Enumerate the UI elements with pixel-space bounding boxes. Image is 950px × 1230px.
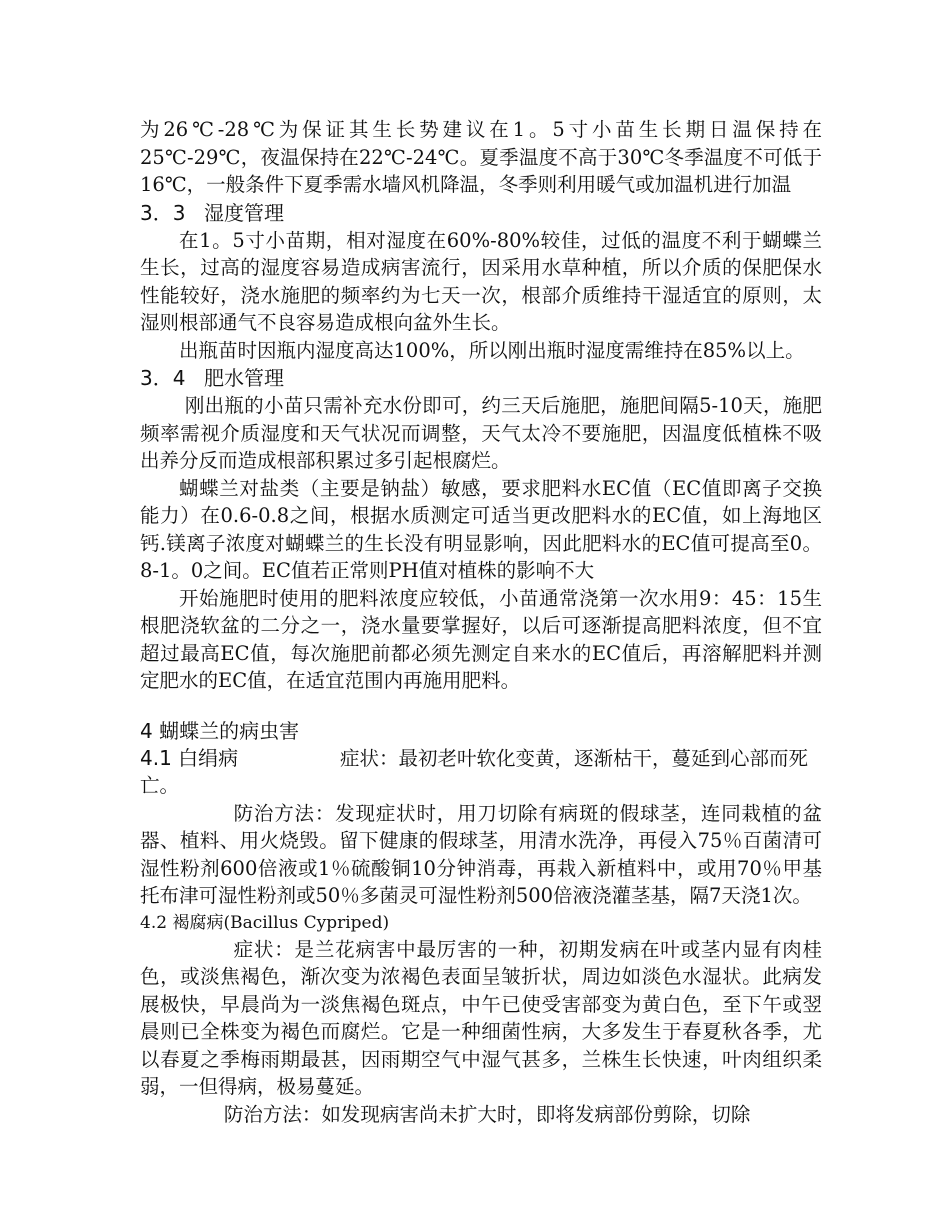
section-4-1-control: 防治方法：发现症状时，用刀切除有病斑的假球茎，连同栽植的盆器、植料、用火烧毁。留下健康的假球茎，用清水洗净，再侵入75％百菌清可湿性粉剂600倍液或1％硫酸铜10分钟消毒，再栽入新植料中，或用70％甲基托布津可湿性粉剂或50％多菌灵可湿性粉剂500倍液浇灌茎基，隔7天浇1次。 [140,801,822,907]
section-4-1-heading: 4.1 白绢病 [140,745,239,770]
section-title: 湿度管理 [204,200,284,225]
section-4-2-heading: 4.2 褐腐病(Bacillus Cypriped) [140,912,390,933]
section-4-2-symptom: 症状：是兰花病害中最厉害的一种，初期发病在叶或茎内显有肉桂色，或淡焦褐色，渐次变为浓褐色表面呈皱折状，周边如淡色水湿状。此病发展极快，早晨尚为一淡焦褐色斑点，中午已使受害部变为黄白色，至下午或翌晨则已全株变为褐色而腐烂。它是一种细菌性病，大多发生于春夏秋各季，尤以春夏之季梅雨期最甚，因雨期空气中湿气甚多，兰株生长快速，叶肉组织柔弱，一但得病，极易蔓延。 [140,937,822,1098]
section-4-1-block [140,745,822,800]
humidity-paragraph-2: 出瓶苗时因瓶内湿度高达100%，所以刚出瓶时湿度需维持在85%以上。 [179,338,805,362]
humidity-paragraph-1: 在1。5寸小苗期，相对湿度在60%-80%较佳，过低的温度不利于蝴蝶兰生长，过高的湿度容易造成病害流行，因采用水草种植，所以介质的保肥保水性能较好，浇水施肥的频率约为七天一次，根部介质维持干湿适宜的原则，太湿则根部通气不良容易造成根向盆外生长。 [140,228,822,334]
fertilizer-paragraph-3: 开始施肥时使用的肥料浓度应较低，小苗通常浇第一次水用9：45：15生根肥浇软盆的二分之一，浇水量要掌握好，以后可逐渐提高肥料浓度，但不宜超过最高EC值，每次施肥前都必须先测定自来水的EC值后，再溶解肥料并测定肥水的EC值，在适宜范围内再施用肥料。 [140,586,822,692]
section-4-heading: 4 蝴蝶兰的病虫害 [140,718,300,743]
fertilizer-paragraph-2: 蝴蝶兰对盐类（主要是钠盐）敏感，要求肥料水EC值（EC值即离子交换能力）在0.6-0.8之间，根据水质测定可适当更改肥料水的EC值，如上海地区钙.镁离子浓度对蝴蝶兰的生长没有明显影响，因此肥料水的EC值可提高至0。8-1。0之间。EC值若正常则PH值对植株的影响不大 [140,476,822,582]
fertilizer-paragraph-1: 刚出瓶的小苗只需补充水份即可，约三天后施肥，施肥间隔5-10天，施肥频率需视介质湿度和天气状况而调整，天气太冷不要施肥，因温度低植株不吸出养分反而造成根部积累过多引起根腐烂。 [140,394,822,472]
section-number: 3．4 [140,366,186,390]
temperature-paragraph-continued: 为26℃-28℃为保证其生长势建议在1。5寸小苗生长期日温保持在25℃-29℃，夜温保持在22℃-24℃。夏季温度不高于30℃冬季温度不可低于16℃，一般条件下夏季需水墙风机降温，冬季则利用暖气或加温机进行加温 [140,118,822,196]
section-4-2-control: 防治方法：如发现病害尚未扩大时，即将发病部份剪除，切除 [223,1102,751,1126]
section-number: 3．3 [140,200,186,225]
section-3-4-heading [140,364,822,392]
section-4-1-symptom: 症状：最初老叶软化变黄，逐渐枯干，蔓延到心部而死亡。 [140,746,809,797]
document-page [140,116,822,1128]
section-title: 肥水管理 [204,366,284,390]
section-3-3-heading [140,199,822,227]
